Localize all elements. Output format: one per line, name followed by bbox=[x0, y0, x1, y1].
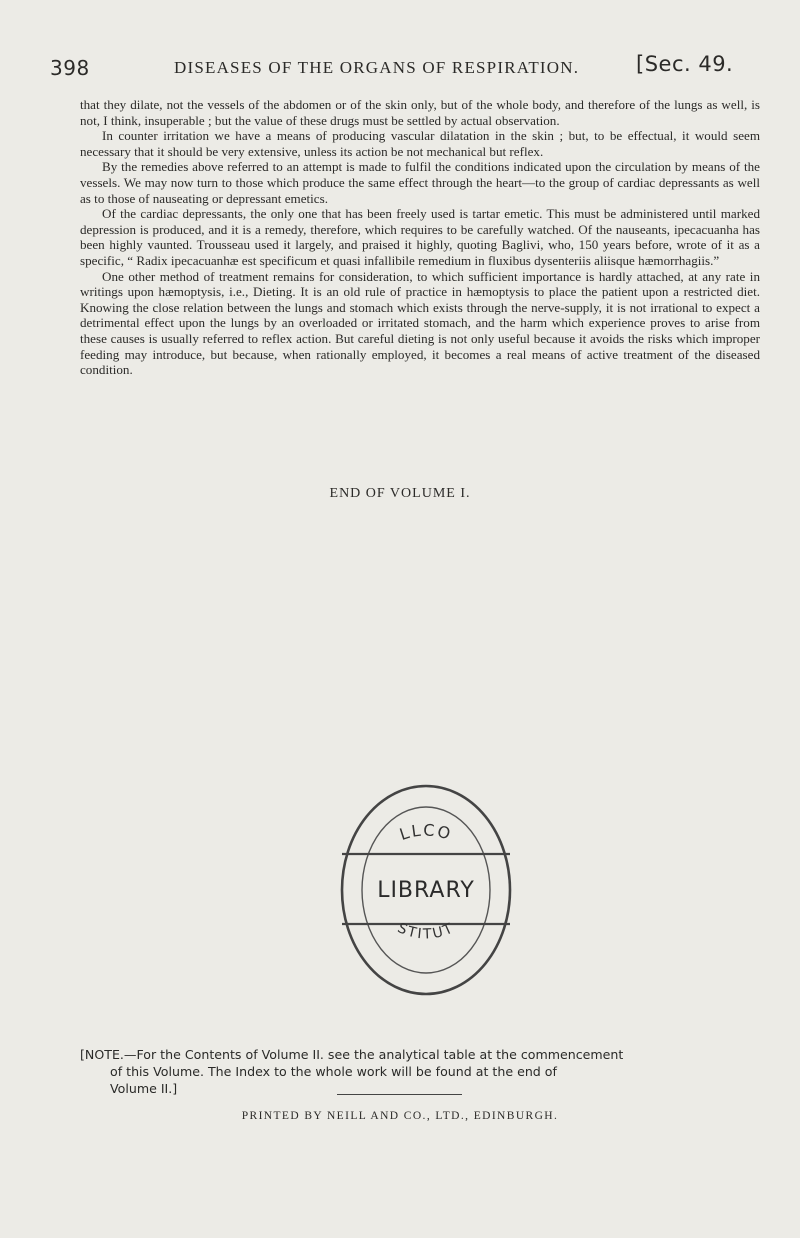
stamp-label: LIBRARY bbox=[377, 878, 475, 903]
paragraph: In counter irritation we have a means of producing vascular dilatation in the skin ; but, to be effectual, it would seem necessary that it should be very extensive, unless its action be not mechanical but reflex. bbox=[80, 128, 760, 159]
note-line: of this Volume. The Index to the whole work will be found at the end of bbox=[110, 1064, 557, 1079]
note-line: [NOTE.—For the Contents of Volume II. see the analytical table at the commencement bbox=[80, 1047, 624, 1062]
body-text bbox=[80, 97, 760, 378]
page-header bbox=[50, 52, 762, 84]
divider-rule bbox=[337, 1094, 462, 1095]
paragraph: Of the cardiac depressants, the only one that has been freely used is tartar emetic. This must be administered until marked depression is produced, and it is a remedy, therefore, which requires to be carefully watched. Of the nauseants, ipecacuanha has been highly vaunted. Trousseau used it largely, and praised it highly, quoting Baglivi, who, 150 years before, wrote of it as a specific, “ Radix ipecacuanhæ est specificum et quasi infallibile remedium in fluxibus dysenteriis aliisque hæmorrhagiis.” bbox=[80, 206, 760, 268]
svg-text:LLCO: LLCO bbox=[397, 820, 455, 845]
running-title: DISEASES OF THE ORGANS OF RESPIRATION. bbox=[174, 58, 580, 77]
library-stamp-seal bbox=[336, 750, 516, 1026]
paragraph: One other method of treatment remains for consideration, to which sufficient importance is hardly attached, at any rate in writings upon hæmoptysis, i.e., Dieting. It is an old rule of practice in hæmoptysis to place the patient upon a restricted diet. Knowing the close relation between the lungs and stomach which exists through the nerve-supply, it is not irrational to expect a detrimental effect upon the lungs by an overloaded or irritated stomach, and the harm which experience proves to arise from these causes is usually referred to reflex action. But careful dieting is not only useful because it avoids the risks which improper feeding may introduce, but because, when rationally employed, it becomes a real means of active treatment of the diseased condition. bbox=[80, 268, 760, 378]
svg-text:STITUT: STITUT bbox=[395, 920, 457, 943]
page-number: 398 bbox=[50, 56, 90, 80]
section-marker: [Sec. 49. bbox=[636, 52, 734, 76]
note-line: Volume II.] bbox=[110, 1081, 178, 1096]
volume-note bbox=[80, 1046, 770, 1097]
end-of-volume-heading: END OF VOLUME I. bbox=[329, 486, 471, 501]
printer-imprint: PRINTED BY NEILL AND CO., LTD., EDINBURGH. bbox=[241, 1110, 559, 1122]
paragraph: that they dilate, not the vessels of the abdomen or of the skin only, but of the whole body, and therefore of the lungs as well, is not, I think, insuperable ; but the value of these drugs must be settled by actual observation. bbox=[80, 97, 760, 128]
library-stamp bbox=[336, 750, 516, 1026]
paragraph: By the remedies above referred to an attempt is made to fulfil the conditions indicated upon the circulation by means of the vessels. We may now turn to those which produce the same effect through the heart—to the group of cardiac depressants as well as to those of nauseating or depressant emetics. bbox=[80, 159, 760, 206]
